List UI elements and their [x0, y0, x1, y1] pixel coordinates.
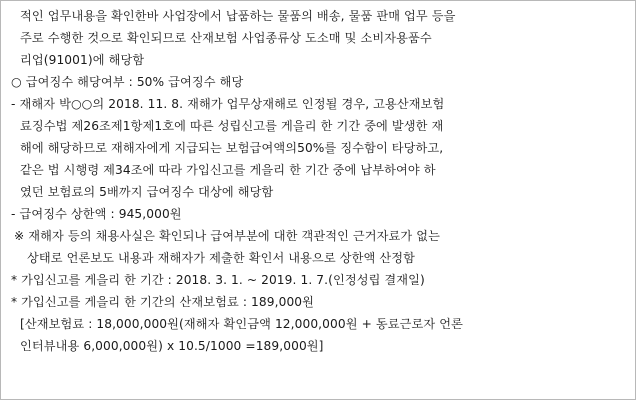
text-line: 주로 수행한 것으로 확인되므로 산재보험 사업종류상 도소매 및 소비자용품수	[20, 31, 432, 45]
text-line: [산재보험료 : 18,000,000원(재해자 확인금액 12,000,000원 + 동료근로자 언론	[20, 317, 463, 331]
text-line: 였던 보험료의 5배까지 급여징수 대상에 해당함	[20, 185, 274, 199]
text-line: 적인 업무내용을 확인한바 사업장에서 납품하는 물품의 배송, 물품 판매 업무 등을	[20, 9, 456, 23]
text-line: - 재해자 박○○의 2018. 11. 8. 재해가 업무상재해로 인정될 경우, 고용산재보험	[11, 97, 445, 111]
text-line: 해에 해당하므로 재해자에게 지급되는 보험급여액의50%를 징수함이 타당하고,	[20, 141, 444, 155]
text-line: 리업(91001)에 해당함	[20, 53, 145, 67]
text-line: - 급여징수 상한액 : 945,000원	[11, 207, 182, 221]
text-line: 같은 법 시행령 제34조에 따라 가입신고를 게을리 한 기간 중에 납부하여야 하	[20, 163, 436, 177]
text-line: 상태로 언론보도 내용과 재해자가 제출한 확인서 내용으로 상한액 산정함	[27, 251, 415, 265]
text-line: * 가입신고를 게을리 한 기간 : 2018. 3. 1. ~ 2019. 1. 7.(인정성립 결재일)	[11, 273, 425, 287]
text-line: ○ 급여징수 해당여부 : 50% 급여징수 해당	[11, 75, 244, 89]
text-line: * 가입신고를 게을리 한 기간의 산재보험료 : 189,000원	[11, 295, 315, 309]
text-line: ※ 재해자 등의 채용사실은 확인되나 급여부분에 대한 객관적인 근거자료가 없는	[14, 229, 441, 243]
text-line: 인터뷰내용 6,000,000원) x 10.5/1000 =189,000원]	[20, 339, 324, 353]
text-line: 료징수법 제26조제1항제1호에 따른 성립신고를 게을리 한 기간 중에 발생한 재	[20, 119, 444, 133]
